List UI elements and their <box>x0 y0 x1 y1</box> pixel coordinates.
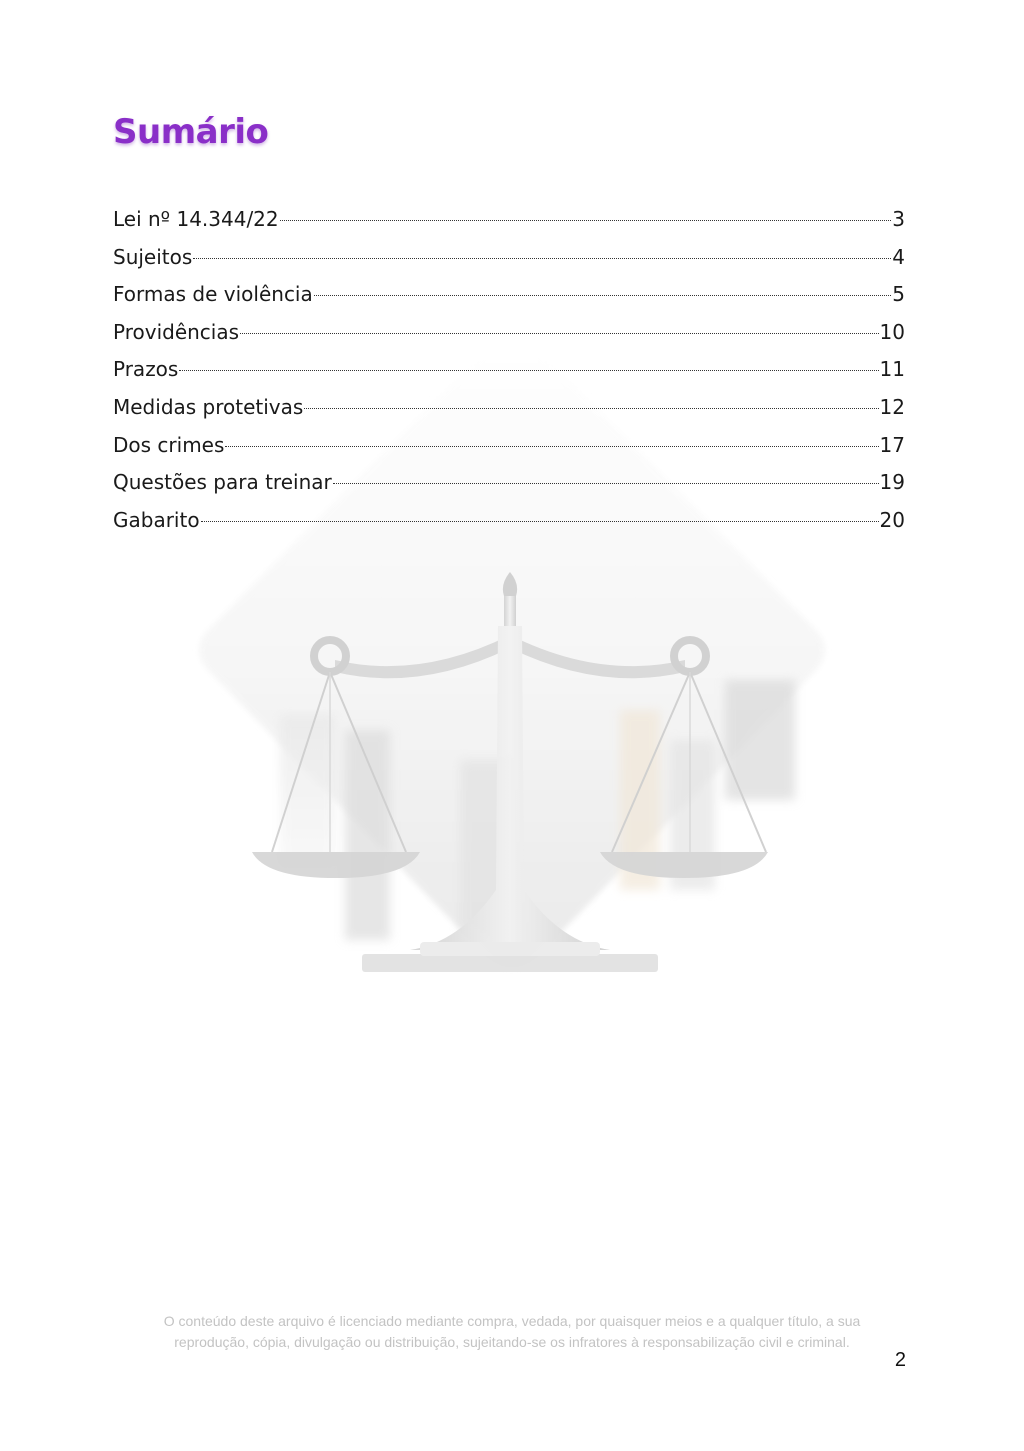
toc-entry-page: 19 <box>879 470 905 495</box>
toc-entry-label: Prazos <box>113 357 179 382</box>
page-title: Sumário <box>113 112 269 152</box>
table-of-contents <box>113 201 905 539</box>
toc-entry-label: Lei nº 14.344/22 <box>113 207 279 231</box>
toc-entry-label: Providências <box>113 319 240 344</box>
toc-entry-label: Dos crimes <box>113 432 225 457</box>
toc-entry-providencias[interactable] <box>113 314 905 352</box>
toc-entry-page: 5 <box>892 282 905 307</box>
toc-entry-page: 17 <box>879 432 905 457</box>
toc-entry-page: 3 <box>892 207 905 231</box>
toc-entry-label: Questões para treinar <box>113 470 332 495</box>
dot-leader <box>179 370 878 371</box>
dot-leader <box>201 521 879 522</box>
toc-entry-lei[interactable] <box>113 201 905 239</box>
toc-entry-medidas-protetivas[interactable] <box>113 389 905 427</box>
dot-leader <box>240 333 879 334</box>
toc-entry-dos-crimes[interactable] <box>113 427 905 465</box>
toc-entry-questoes-para-treinar[interactable] <box>113 464 905 502</box>
license-notice-line-1: O conteúdo deste arquivo é licenciado mediante compra, vedada, por quaisquer meios e a qualquer título, a sua <box>163 1313 861 1329</box>
license-notice <box>60 1311 964 1353</box>
toc-entry-label: Formas de violência <box>113 282 313 307</box>
dot-leader <box>225 446 878 447</box>
toc-entry-page: 4 <box>892 244 905 269</box>
toc-entry-page: 12 <box>879 394 905 419</box>
dot-leader <box>314 295 892 296</box>
dot-leader <box>193 258 891 259</box>
toc-entry-label: Medidas protetivas <box>113 394 304 419</box>
toc-entry-page: 11 <box>879 357 905 382</box>
toc-entry-sujeitos[interactable] <box>113 239 905 277</box>
dot-leader <box>333 483 879 484</box>
toc-entry-gabarito[interactable] <box>113 502 905 540</box>
dot-leader <box>280 220 892 221</box>
toc-entry-page: 10 <box>879 319 905 344</box>
toc-entry-formas-de-violencia[interactable] <box>113 276 905 314</box>
license-notice-line-2: reprodução, cópia, divulgação ou distribuição, sujeitando-se os infratores à responsabilização civil e criminal. <box>174 1334 850 1350</box>
toc-entry-prazos[interactable] <box>113 351 905 389</box>
dot-leader <box>304 408 878 409</box>
page-number: 2 <box>894 1349 906 1371</box>
toc-entry-label: Sujeitos <box>113 244 193 269</box>
toc-entry-label: Gabarito <box>113 507 200 532</box>
toc-entry-page: 20 <box>879 507 905 532</box>
